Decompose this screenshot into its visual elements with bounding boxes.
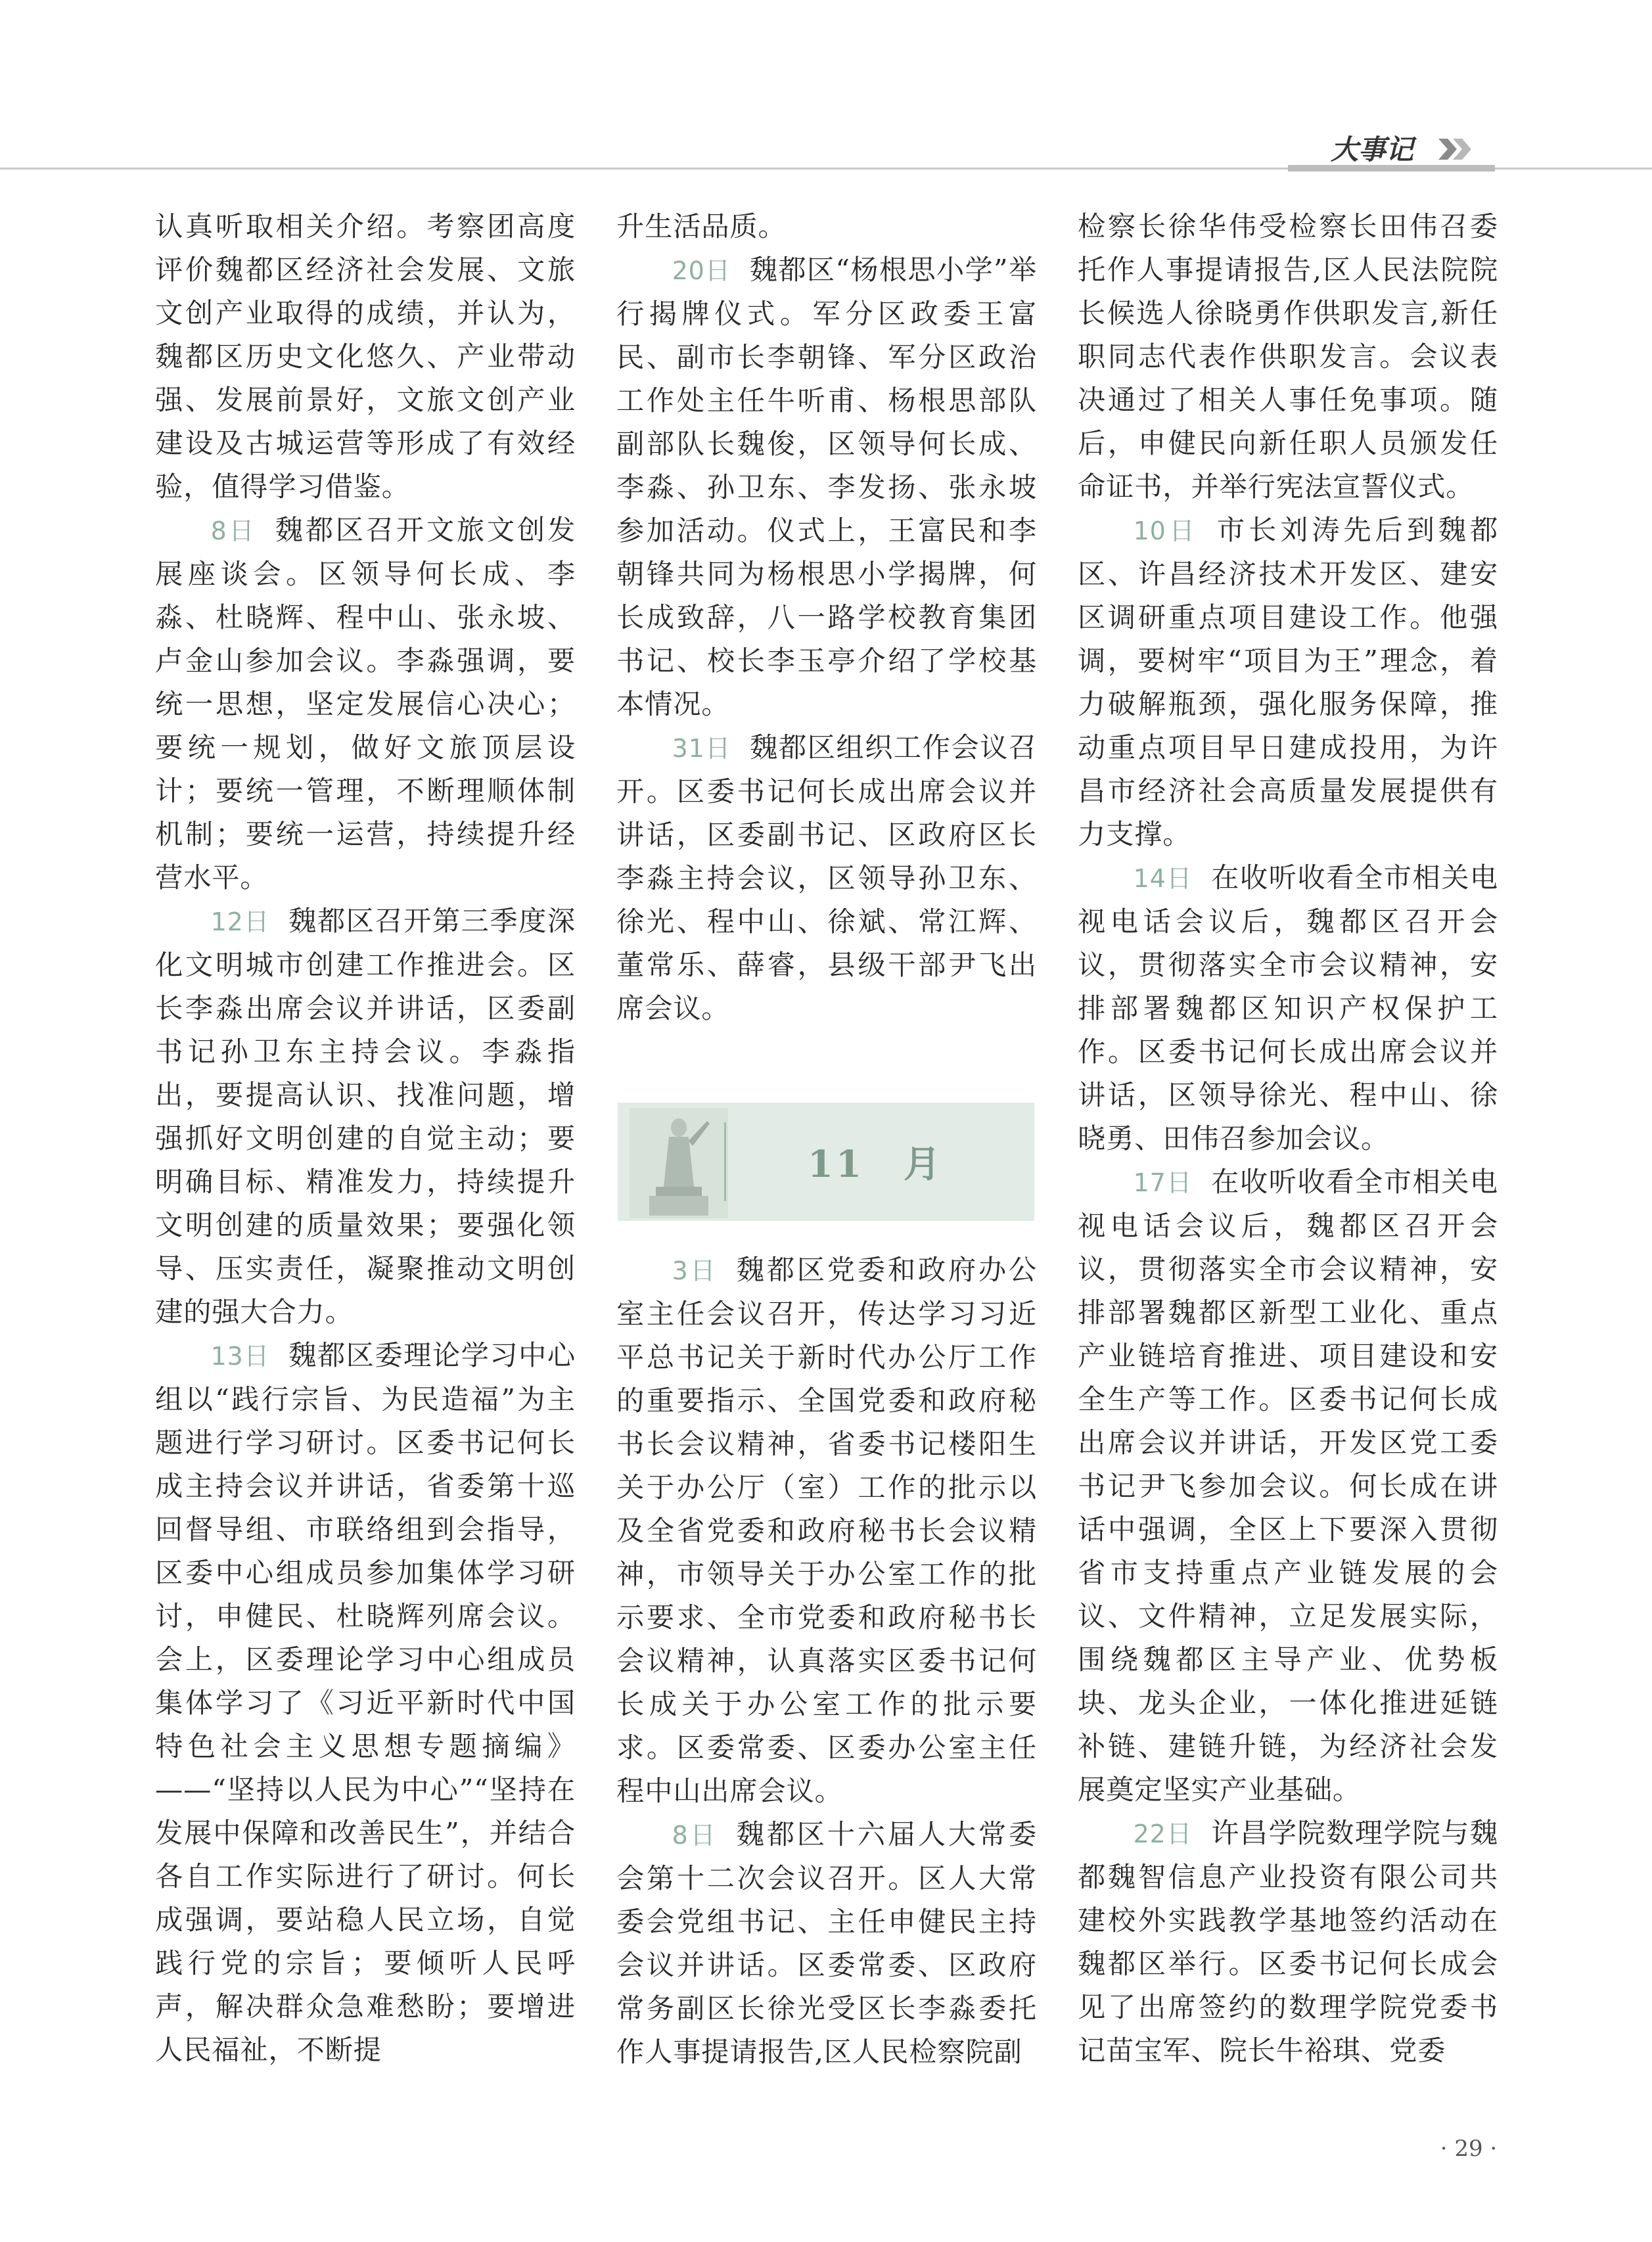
entry-paragraph [616,205,1037,248]
entry-date: 8日 [672,1821,718,1850]
entry-paragraph [616,1813,1037,2074]
entry-paragraph [1078,1812,1498,2072]
entry-paragraph [155,509,576,900]
entry-date: 13日 [210,1342,270,1371]
page-number: · 29 · [1440,2136,1498,2162]
text-column-3 [1078,205,1498,2072]
entry-text: 魏都区党委和政府办公室主任会议召开，传达学习习近平总书记关于新时代办公厅工作的重要指示、全国党委和政府秘书长会议精神，省委书记楼阳生关于办公厅（室）工作的批示以及全省党委和政府秘书长会议精神，市领导关于办公室工作的批示要求、全市党委和政府秘书长会议精神，认真落实区委书记何长成关于办公室工作的批示要求。区委常委、区委办公室主任程中山出席会议。 [616,1254,1037,1807]
entry-date: 22日 [1133,1819,1193,1848]
entry-text: 魏都区“杨根思小学”举行揭牌仪式。军分区政委王富民、副市长李朝锋、军分区政治工作处主任牛听甫、杨根思部队副部队长魏俊，区领导何长成、李淼、孙卫东、李发扬、张永坡参加活动。仪式上，王富民和李朝锋共同为杨根思小学揭牌，何长成致辞，八一路学校教育集团书记、校长李玉亭介绍了学校基本情况。 [616,254,1037,720]
entry-text: 检察长徐华伟受检察长田伟召委托作人事提请报告,区人民法院院长候选人徐晓勇作供职发言,新任职同志代表作供职发言。会议表决通过了相关人事任免事项。随后，申健民向新任职人员颁发任命证书，并举行宪法宣誓仪式。 [1078,210,1498,503]
entry-paragraph [155,1334,576,2072]
entry-paragraph [616,248,1037,726]
entry-paragraph [1078,205,1498,509]
entry-date: 20日 [672,256,731,285]
double-chevron-right-icon [1436,136,1475,162]
section-title: 大事记 [1331,133,1414,166]
entry-date: 17日 [1133,1168,1193,1197]
entry-text: 在收听收看全市相关电视电话会议后，魏都区召开会议，贯彻落实全市会议精神，安排部署魏都区新型工业化、重点产业链培育推进、项目建设和安全生产等工作。区委书记何长成出席会议并讲话，开发区党工委书记尹飞参加会议。何长成在讲话中强调，全区上下要深入贯彻省市支持重点产业链发展的会议、文件精神，立足发展实际，围绕魏都区主导产业、优势板块、龙头企业，一体化推进延链补链、建链升链，为经济社会发展奠定坚实产业基础。 [1078,1166,1498,1806]
entry-paragraph [155,205,576,509]
text-column-2-bottom [616,1248,1037,2074]
entry-paragraph [155,900,576,1334]
entry-paragraph [616,1248,1037,1813]
entry-text: 魏都区十六届人大常委会第十二次会议召开。区人大常委会党组书记、主任申健民主持会议并讲话。区委常委、区政府常务副区长徐光受区长李淼委托作人事提请报告,区人民检察院副 [616,1818,1037,2068]
entry-paragraph [616,726,1037,1030]
entry-text: 在收听收看全市相关电视电话会议后，魏都区召开会议，贯彻落实全市会议精神，安排部署魏都区知识产权保护工作。区委书记何长成出席会议并讲话，区领导徐光、程中山、徐晓勇、田伟召参加会议。 [1078,861,1498,1155]
entry-date: 8日 [210,516,257,545]
entry-text: 魏都区召开文旅文创发展座谈会。区领导何长成、李淼、杜晓辉、程中山、张永坡、卢金山参加会议。李淼强调，要统一思想，坚定发展信心决心；要统一规划，做好文旅顶层设计；要统一管理，不断理顺体制机制；要统一运营，持续提升经营水平。 [155,514,576,894]
entry-text: 魏都区组织工作会议召开。区委书记何长成出席会议并讲话，区委副书记、区政府区长李淼主持会议，区领导孙卫东、徐光、程中山、徐斌、常江辉、董常乐、薛睿，县级干部尹飞出席会议。 [616,731,1037,1024]
entry-date: 14日 [1133,864,1193,893]
month-heading: 11 月 [808,1143,943,1186]
entry-paragraph [1078,1160,1498,1812]
entry-date: 3日 [672,1256,718,1285]
entry-date: 31日 [672,734,731,763]
entry-paragraph [1078,856,1498,1160]
entry-text: 升生活品质。 [616,210,787,242]
entry-text: 许昌学院数理学院与魏都魏智信息产业投资有限公司共建校外实践教学基地签约活动在魏都区举行。区委书记何长成会见了出席签约的数理学院党委书记苗宝军、院长牛裕琪、党委 [1078,1817,1498,2067]
entry-text: 认真听取相关介绍。考察团高度评价魏都区经济社会发展、文旅文创产业取得的成绩，并认为，魏都区历史文化悠久、产业带动强、发展前景好，文旅文创产业建设及古城运营等形成了有效经验，值得学习借鉴。 [155,210,576,503]
entry-text: 市长刘涛先后到魏都区、许昌经济技术开发区、建安区调研重点项目建设工作。他强调，要树牢“项目为王”理念，着力破解瓶颈，强化服务保障，推动重点项目早日建成投用，为许昌市经济社会高质量发展提供有力支撑。 [1078,514,1498,850]
entry-text: 魏都区召开第三季度深化文明城市创建工作推进会。区长李淼出席会议并讲话，区委副书记孙卫东主持会议。李淼指出，要提高认识、找准问题，增强抓好文明创建的自觉主动；要明确目标、精准发力，持续提升文明创建的质量效果；要强化领导、压实责任，凝聚推动文明创建的强大合力。 [155,905,576,1328]
entry-date: 10日 [1133,516,1199,545]
entry-text: 魏都区委理论学习中心组以“践行宗旨、为民造福”为主题进行学习研讨。区委书记何长成主持会议并讲话，省委第十巡回督导组、市联络组到会指导，区委中心组成员参加集体学习研讨，申健民、杜晓辉列席会议。会上，区委理论学习中心组成员集体学习了《习近平新时代中国特色社会主义思想专题摘编》——“坚持以人民为中心”“坚持在发展中保障和改善民生”，并结合各自工作实际进行了研讨。何长成强调，要站稳人民立场，自觉践行党的宗旨；要倾听人民呼声，解决群众急难愁盼；要增进人民福祉，不断提 [155,1339,576,2066]
text-column-1 [155,205,576,2072]
month-banner [618,1103,1034,1221]
entry-date: 12日 [210,907,270,936]
text-column-2-top [616,205,1037,1030]
entry-paragraph [1078,509,1498,856]
